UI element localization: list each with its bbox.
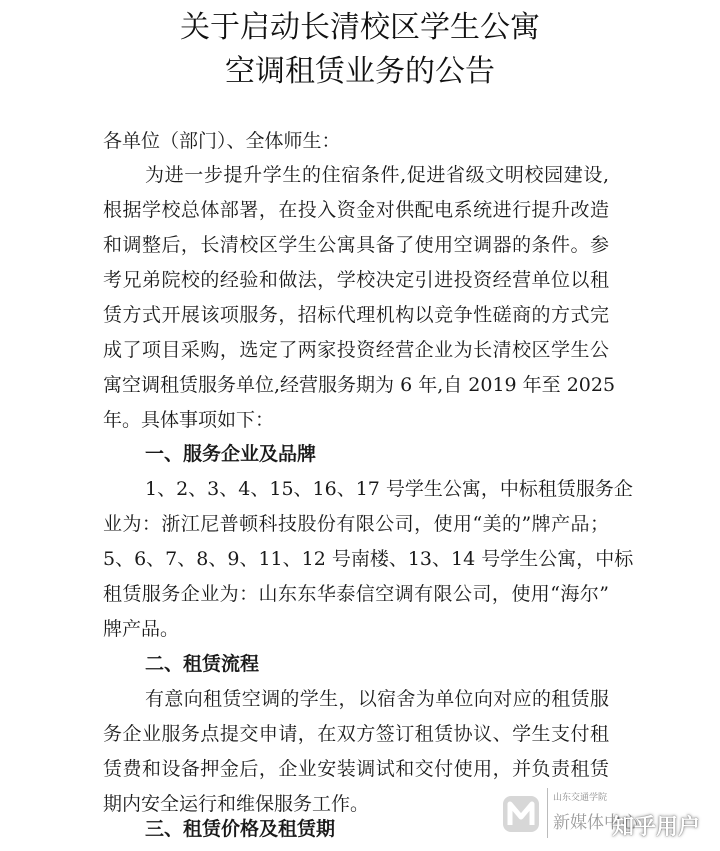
section-line: 有意向租赁空调的学生，以宿舍为单位向对应的租赁服 (145, 688, 609, 710)
paragraph-line: 考兄弟院校的经验和做法，学校决定引进投资经营单位以租 (103, 269, 609, 291)
paragraph-line: 成了项目采购，选定了两家投资经营企业为长清校区学生公 (103, 339, 609, 361)
paragraph-line: 根据学校总体部署，在投入资金对供配电系统进行提升改造 (103, 199, 609, 221)
section-heading-rental-process: 二、租赁流程 (145, 653, 260, 675)
paragraph-line: 年。具体事项如下： (103, 409, 275, 431)
title-line-2: 空调租赁业务的公告 (225, 54, 495, 89)
watermark-org-name: 山东交通学院 (553, 793, 608, 803)
section-line: 租赁服务企业为：山东东华泰信空调有限公司，使用“海尔” (103, 583, 609, 605)
salutation: 各单位（部门）、全体师生： (103, 130, 341, 152)
watermark-media-center: 新媒体中心 (553, 813, 638, 833)
section-heading-service-companies: 一、服务企业及品牌 (145, 443, 317, 465)
section-line: 期内安全运行和维保服务工作。 (103, 793, 370, 815)
paragraph-line: 为进一步提升学生的住宿条件,促进省级文明校园建设, (145, 164, 609, 186)
watermark-zhihu-user: 知乎用户 (612, 815, 701, 840)
section-line: 业为：浙江尼普顿科技股份有限公司，使用“美的”牌产品； (103, 513, 609, 535)
paragraph-line: 赁方式开展该项服务，招标代理机构以竞争性磋商的方式完 (103, 304, 609, 326)
watermark-divider (547, 788, 548, 838)
section-heading-rental-price: 三、租赁价格及租赁期 (145, 818, 336, 840)
media-logo-icon (502, 792, 540, 836)
paragraph-line: 寓空调租赁服务单位,经营服务期为 6 年,自 2019 年至 2025 (103, 374, 616, 396)
section-line: 5、6、7、8、9、11、12 号南楼、13、14 号学生公寓，中标 (103, 548, 634, 570)
section-line: 1、2、3、4、15、16、17 号学生公寓，中标租赁服务企 (145, 478, 633, 500)
section-line: 牌产品。 (103, 618, 180, 640)
section-line: 赁费和设备押金后，企业安装调试和交付使用，并负责租赁 (103, 758, 609, 780)
title-line-1: 关于启动长清校区学生公寓 (180, 10, 540, 45)
section-line: 务企业服务点提交申请，在双方签订租赁协议、学生支付租 (103, 723, 609, 745)
paragraph-line: 和调整后，长清校区学生公寓具备了使用空调器的条件。参 (103, 234, 609, 256)
